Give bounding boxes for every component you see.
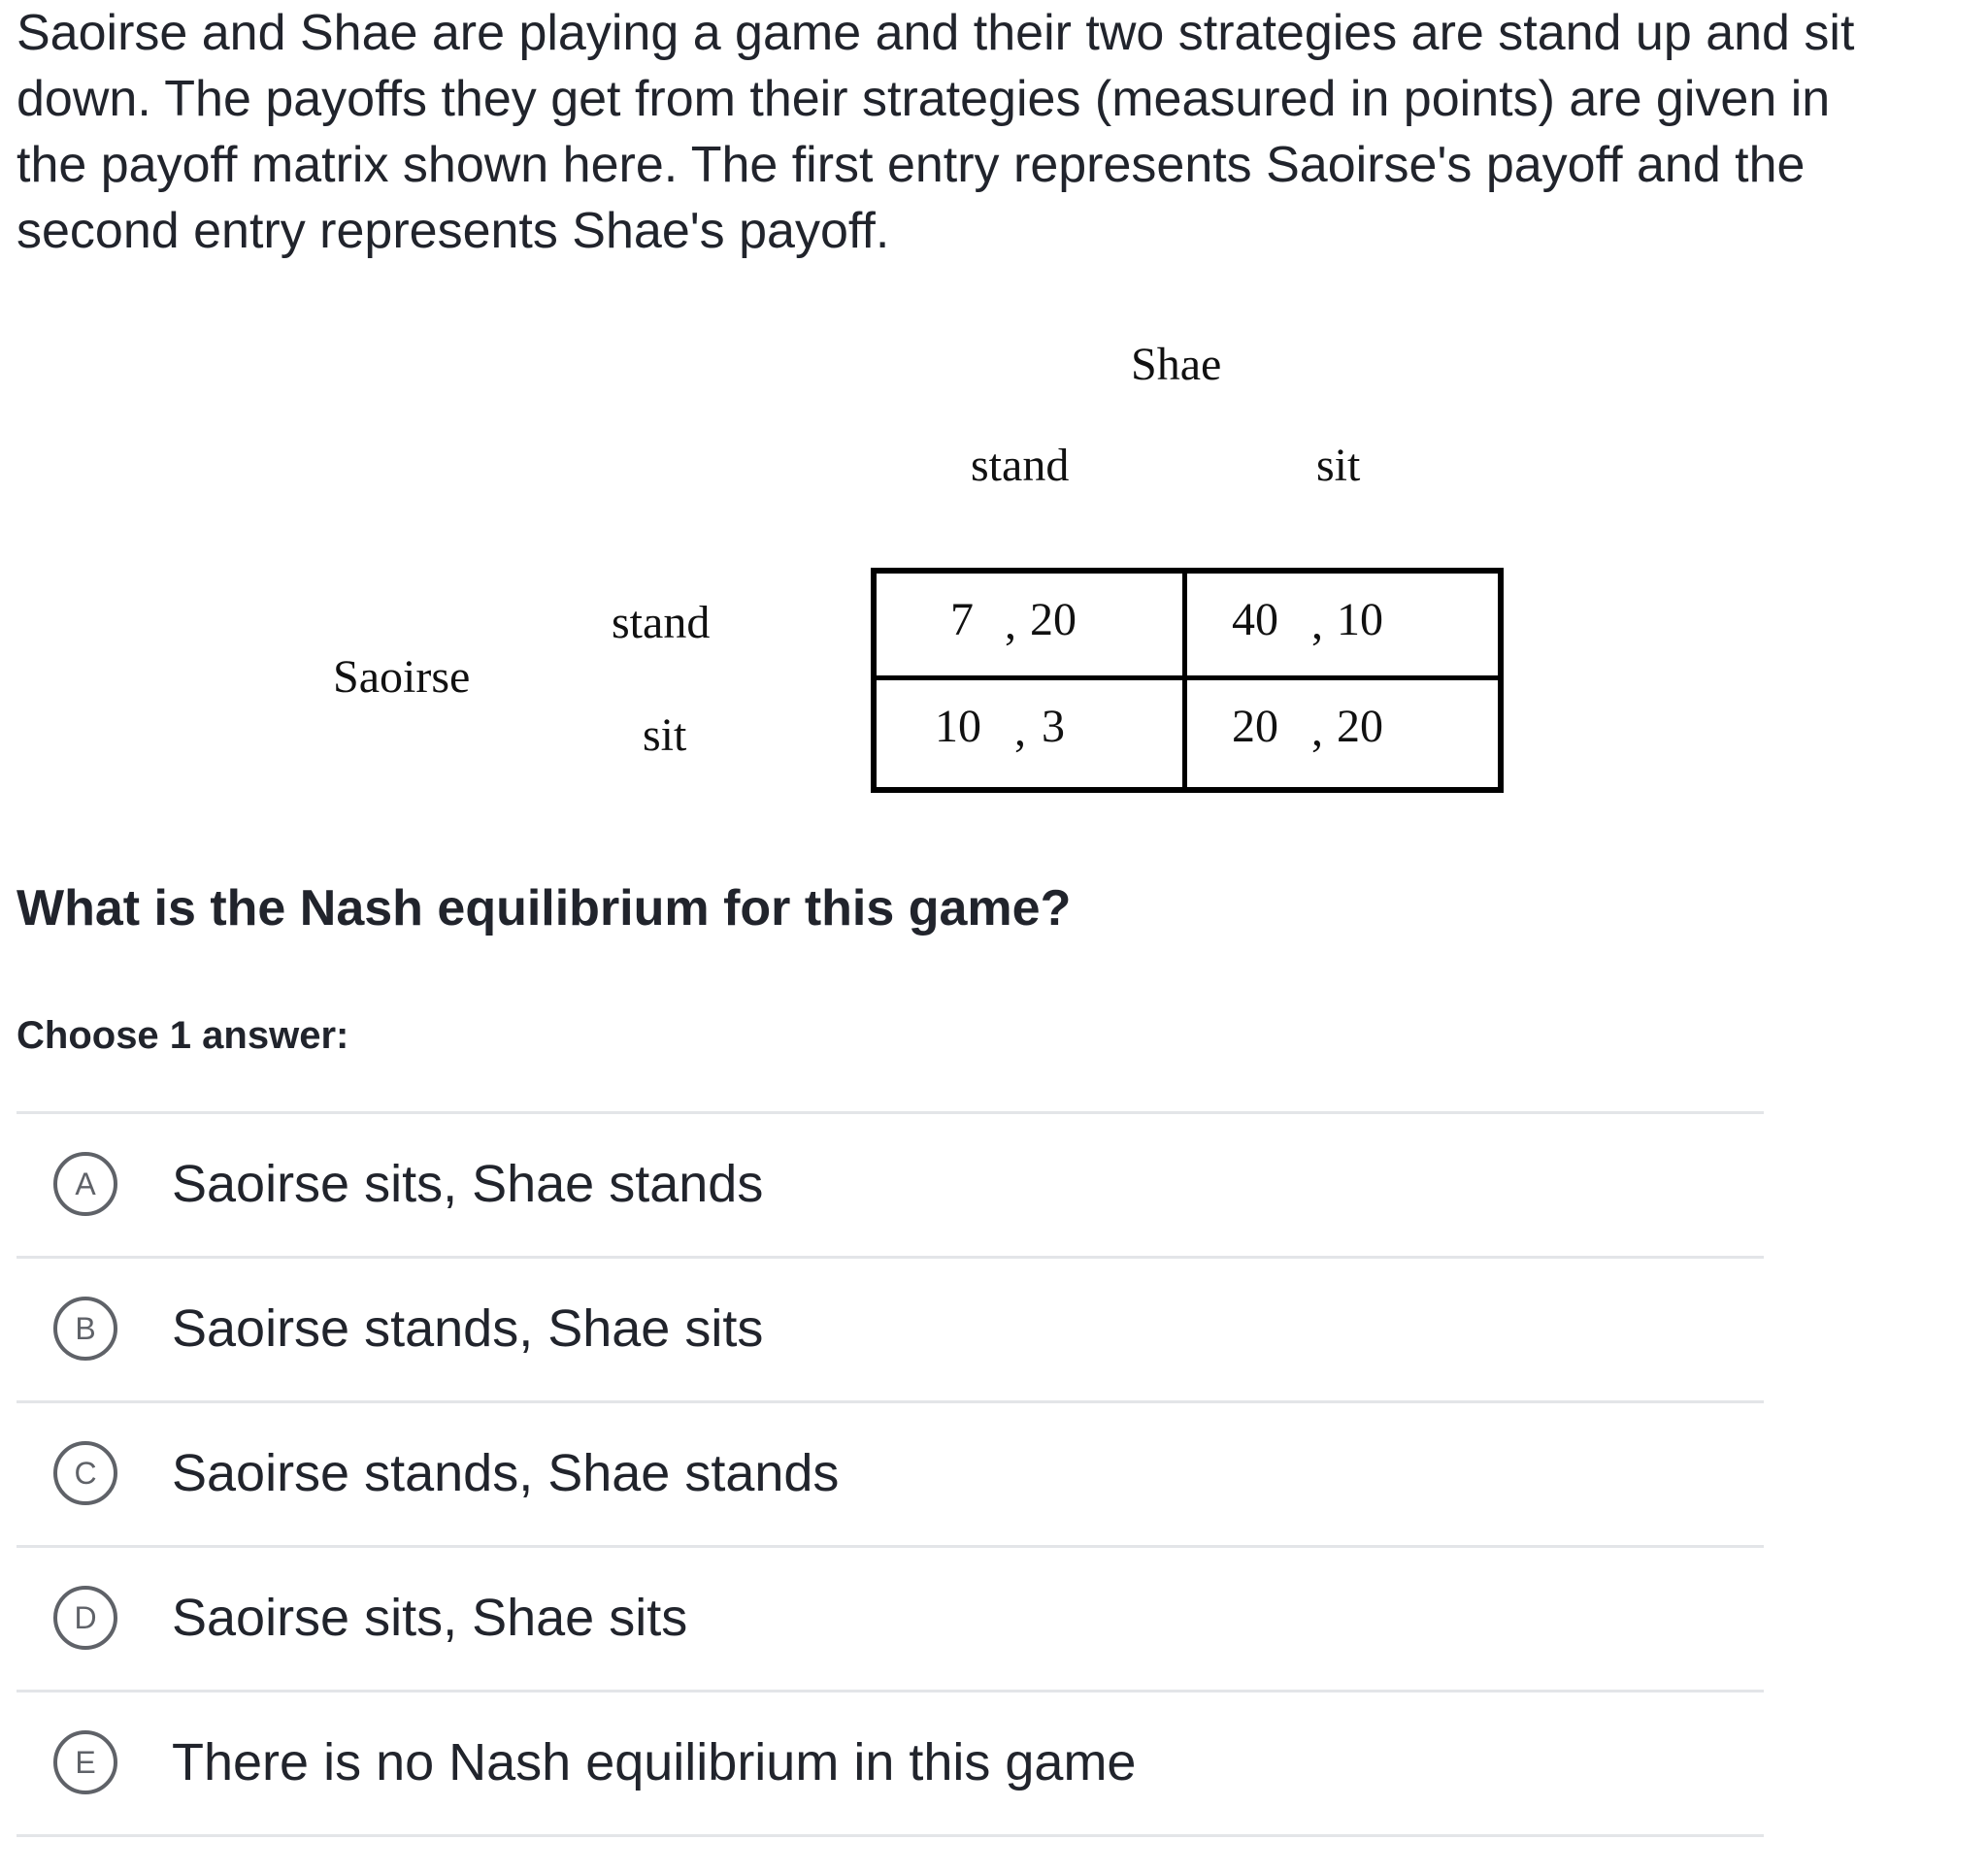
saoirse-payoff: 10 [935,701,981,752]
payoff-cell-stand-stand [877,574,1187,680]
column-header-sit: sit [1316,440,1361,491]
column-player-label: Shae [1131,339,1222,390]
payoff-separator: , [1014,705,1026,756]
shae-payoff: 20 [1030,594,1077,645]
saoirse-payoff: 20 [1232,701,1278,752]
choice-e-label: There is no Nash equilibrium in this game [172,1733,1137,1791]
payoff-separator: , [1311,598,1323,649]
choice-a-label: Saoirse sits, Shae stands [172,1155,764,1213]
choice-d-radio[interactable]: D [53,1586,117,1650]
payoff-cell-sit-stand [877,680,1187,787]
choice-c[interactable] [17,1403,1764,1548]
choice-e-radio[interactable]: E [53,1730,117,1794]
payoff-cell-sit-sit [1187,680,1498,787]
choice-b-radio[interactable]: B [53,1297,117,1361]
saoirse-payoff: 7 [950,594,974,645]
payoff-matrix [871,568,1504,793]
choose-label: Choose 1 answer: [17,1014,349,1057]
shae-payoff: 3 [1042,701,1065,752]
question-text: What is the Nash equilibrium for this game? [17,880,1072,936]
choice-c-label: Saoirse stands, Shae stands [172,1444,840,1502]
choice-a[interactable] [17,1114,1764,1259]
choice-d[interactable] [17,1548,1764,1692]
shae-payoff: 20 [1337,701,1383,752]
row-header-stand: stand [612,597,711,648]
saoirse-payoff: 40 [1232,594,1278,645]
answer-choices [17,1111,1764,1837]
choice-e[interactable] [17,1692,1764,1837]
problem-statement: Saoirse and Shae are playing a game and their two strategies are stand up and sit down. The payoffs they get from their strategies (measured in points) are given in the payoff matrix shown here. The first entry represents Saoirse's payoff and the second entry represents Shae's payoff. [17,5,1855,259]
choice-d-label: Saoirse sits, Shae sits [172,1589,688,1647]
choice-c-radio[interactable]: C [53,1441,117,1505]
row-header-sit: sit [643,709,687,761]
shae-payoff: 10 [1337,594,1383,645]
column-header-stand: stand [971,440,1070,491]
choice-a-radio[interactable]: A [53,1152,117,1216]
payoff-cell-stand-sit [1187,574,1498,680]
payoff-separator: , [1005,598,1016,649]
payoff-separator: , [1311,705,1323,756]
choice-b-label: Saoirse stands, Shae sits [172,1299,764,1358]
row-player-label: Saoirse [333,651,471,703]
choice-b[interactable] [17,1259,1764,1403]
